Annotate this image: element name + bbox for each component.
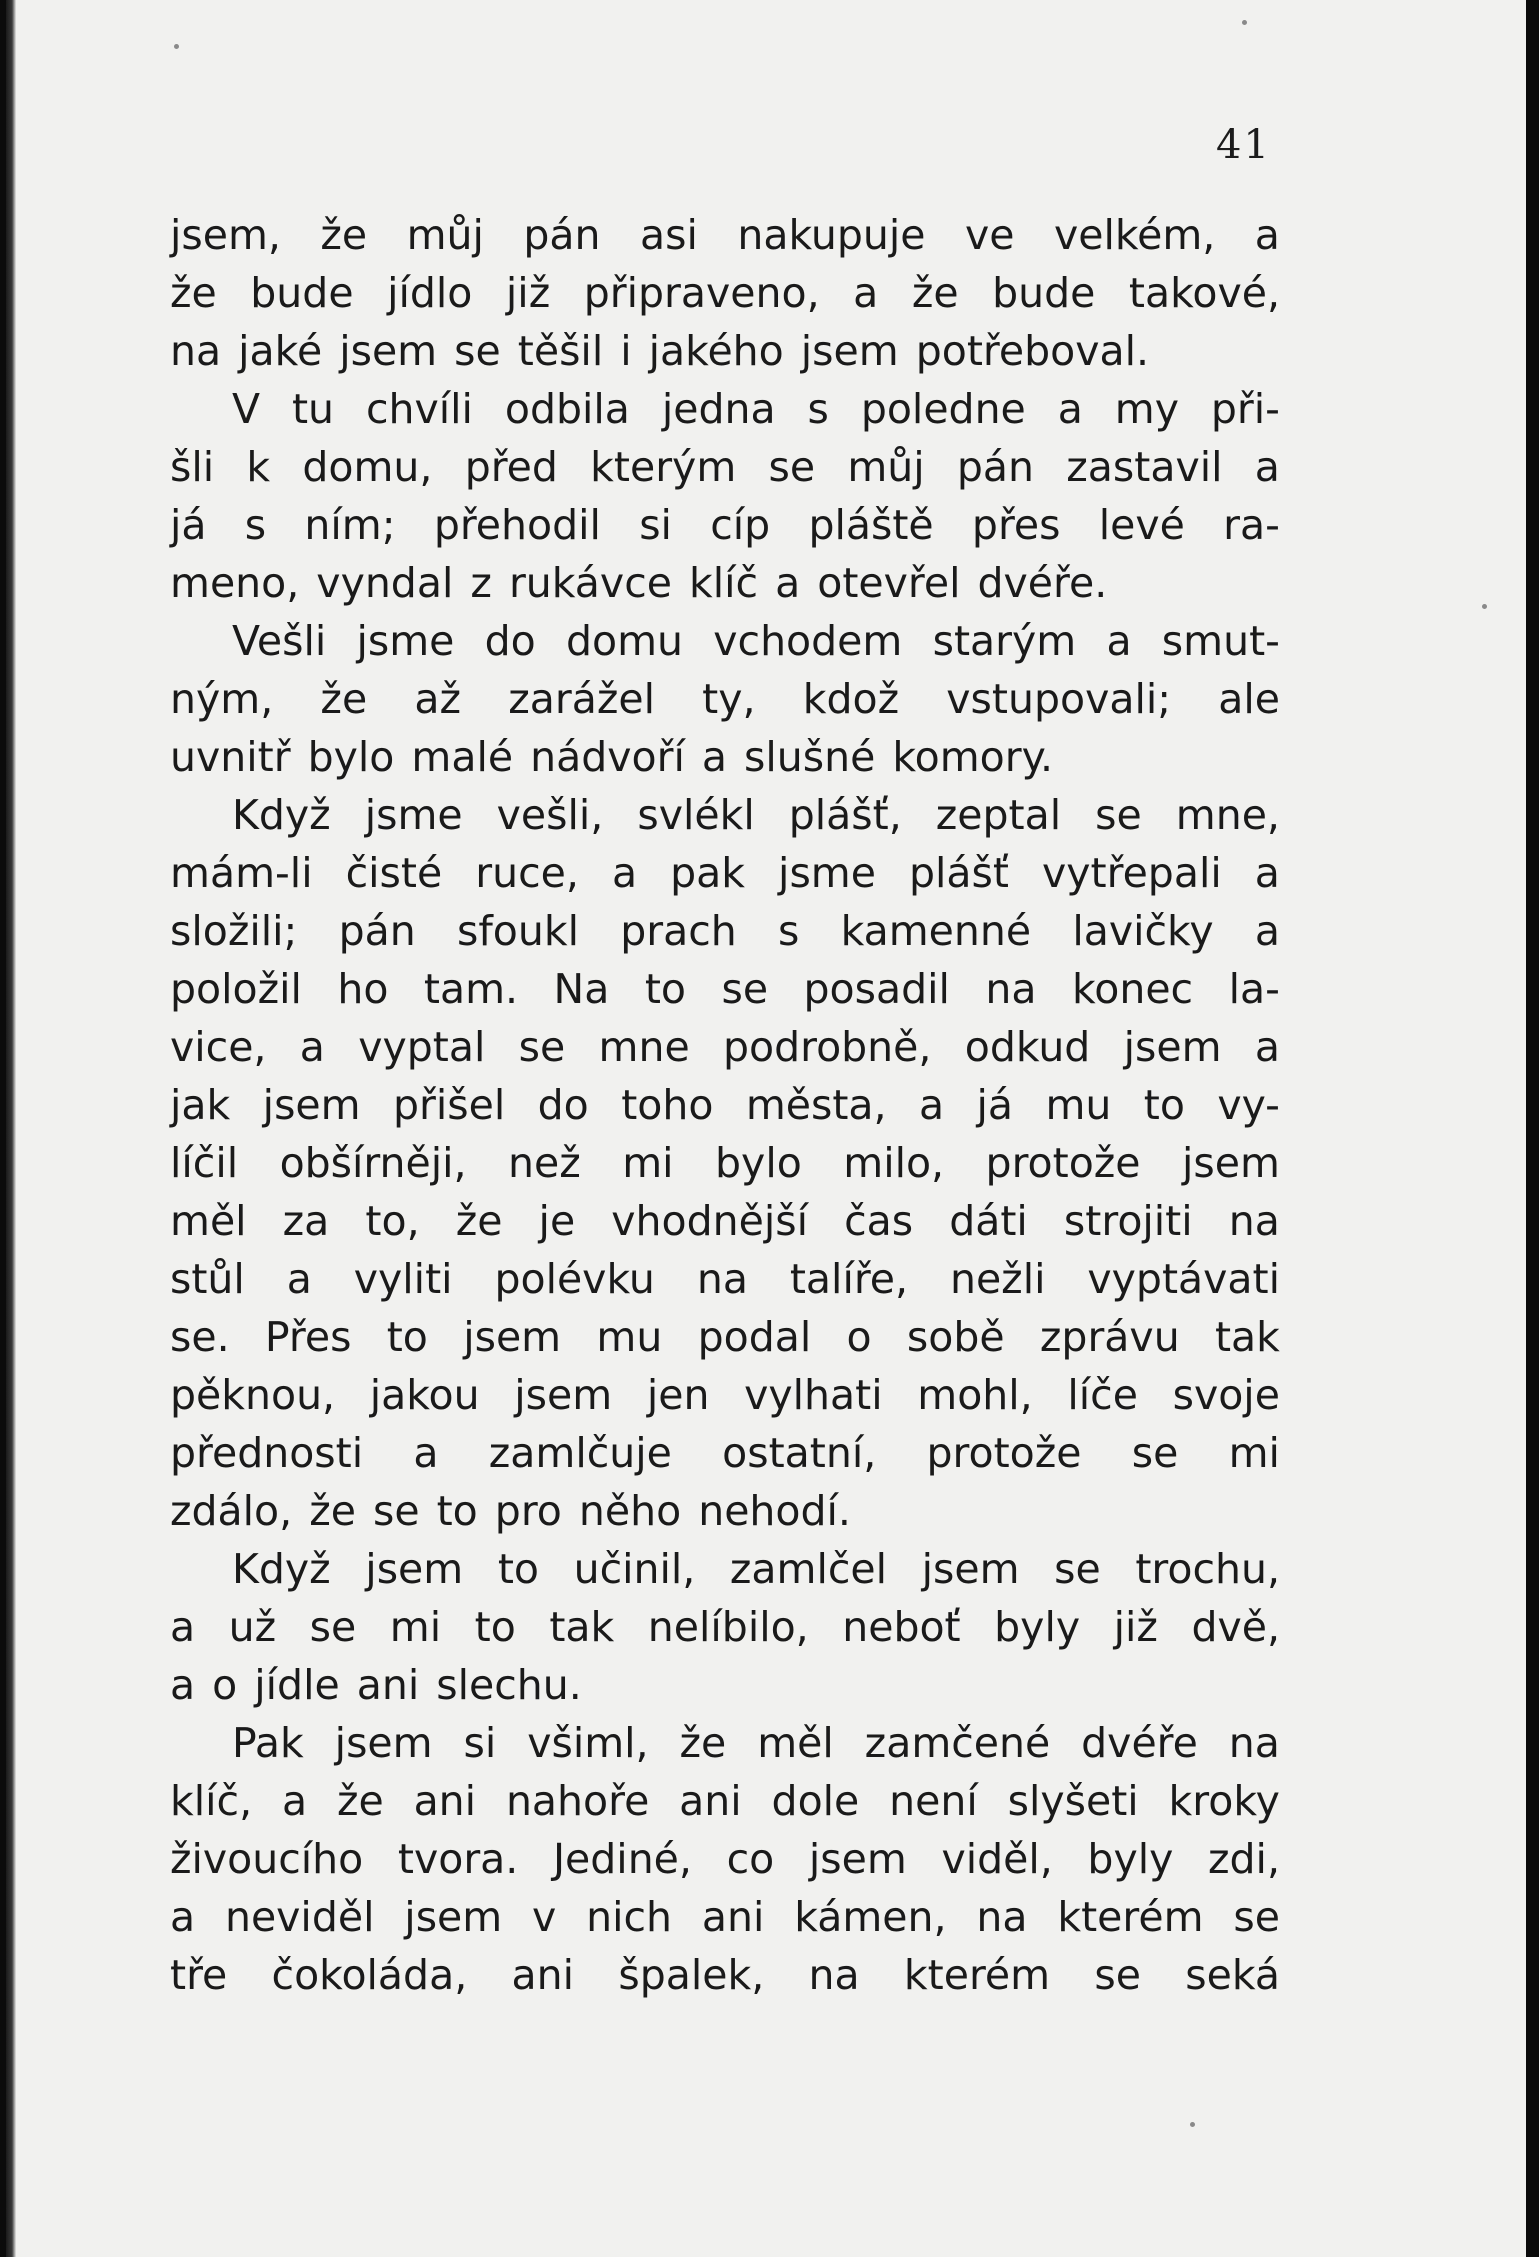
- text-line: složili; pán sfoukl prach s kamenné lavičky a: [170, 907, 1280, 955]
- text-line: já s ním; přehodil si cíp pláště přes levé ra-: [170, 501, 1280, 549]
- text-line: Když jsem to učinil, zamlčel jsem se trochu,: [232, 1545, 1280, 1593]
- body-text: [170, 206, 1280, 2004]
- text-line: stůl a vyliti polévku na talíře, nežli vyptávati: [170, 1255, 1280, 1303]
- text-line: živoucího tvora. Jediné, co jsem viděl, byly zdi,: [170, 1835, 1280, 1883]
- scan-border: [1526, 0, 1539, 2257]
- text-line: V tu chvíli odbila jedna s poledne a my při-: [232, 385, 1280, 433]
- text-line: šli k domu, před kterým se můj pán zastavil a: [170, 443, 1280, 491]
- text-line: Když jsme vešli, svlékl plášť, zeptal se mne,: [232, 791, 1280, 839]
- text-line: vice, a vyptal se mne podrobně, odkud jsem a: [170, 1023, 1280, 1071]
- text-line: ným, že až zarážel ty, kdož vstupovali; ale: [170, 675, 1280, 723]
- text-line: přednosti a zamlčuje ostatní, protože se mi: [170, 1429, 1280, 1477]
- text-line: zdálo, že se to pro něho nehodí.: [170, 1487, 851, 1535]
- paper-speck: [1190, 2122, 1195, 2127]
- text-line: mám-li čisté ruce, a pak jsme plášť vytřepali a: [170, 849, 1280, 897]
- text-line: položil ho tam. Na to se posadil na konec la-: [170, 965, 1280, 1013]
- text-line: Pak jsem si všiml, že měl zamčené dvéře na: [232, 1719, 1280, 1767]
- text-line: na jaké jsem se těšil i jakého jsem potřeboval.: [170, 327, 1150, 375]
- page-number: 41: [1216, 122, 1271, 168]
- text-line: tře čokoláda, ani špalek, na kterém se seká: [170, 1951, 1280, 1999]
- text-line: pěknou, jakou jsem jen vylhati mohl, líče svoje: [170, 1371, 1280, 1419]
- text-line: klíč, a že ani nahoře ani dole není slyšeti kroky: [170, 1777, 1280, 1825]
- text-line: Vešli jsme do domu vchodem starým a smut-: [232, 617, 1280, 665]
- page-binding-edge: [6, 0, 16, 2257]
- paper-speck: [1482, 604, 1487, 609]
- text-line: líčil obšírněji, než mi bylo milo, protože jsem: [170, 1139, 1280, 1187]
- text-line: uvnitř bylo malé nádvoří a slušné komory.: [170, 733, 1054, 781]
- book-page: [6, 0, 1526, 2257]
- text-line: a o jídle ani slechu.: [170, 1661, 582, 1709]
- text-line: měl za to, že je vhodnější čas dáti strojiti na: [170, 1197, 1280, 1245]
- text-line: jak jsem přišel do toho města, a já mu to vy-: [170, 1081, 1280, 1129]
- text-line: se. Přes to jsem mu podal o sobě zprávu tak: [170, 1313, 1280, 1361]
- text-line: že bude jídlo již připraveno, a že bude takové,: [170, 269, 1280, 317]
- text-line: a už se mi to tak nelíbilo, neboť byly již dvě,: [170, 1603, 1280, 1651]
- text-line: a neviděl jsem v nich ani kámen, na kterém se: [170, 1893, 1280, 1941]
- text-line: meno, vyndal z rukávce klíč a otevřel dvéře.: [170, 559, 1108, 607]
- text-line: jsem, že můj pán asi nakupuje ve velkém, a: [170, 211, 1280, 259]
- paper-speck: [174, 44, 179, 49]
- paper-speck: [1242, 20, 1247, 25]
